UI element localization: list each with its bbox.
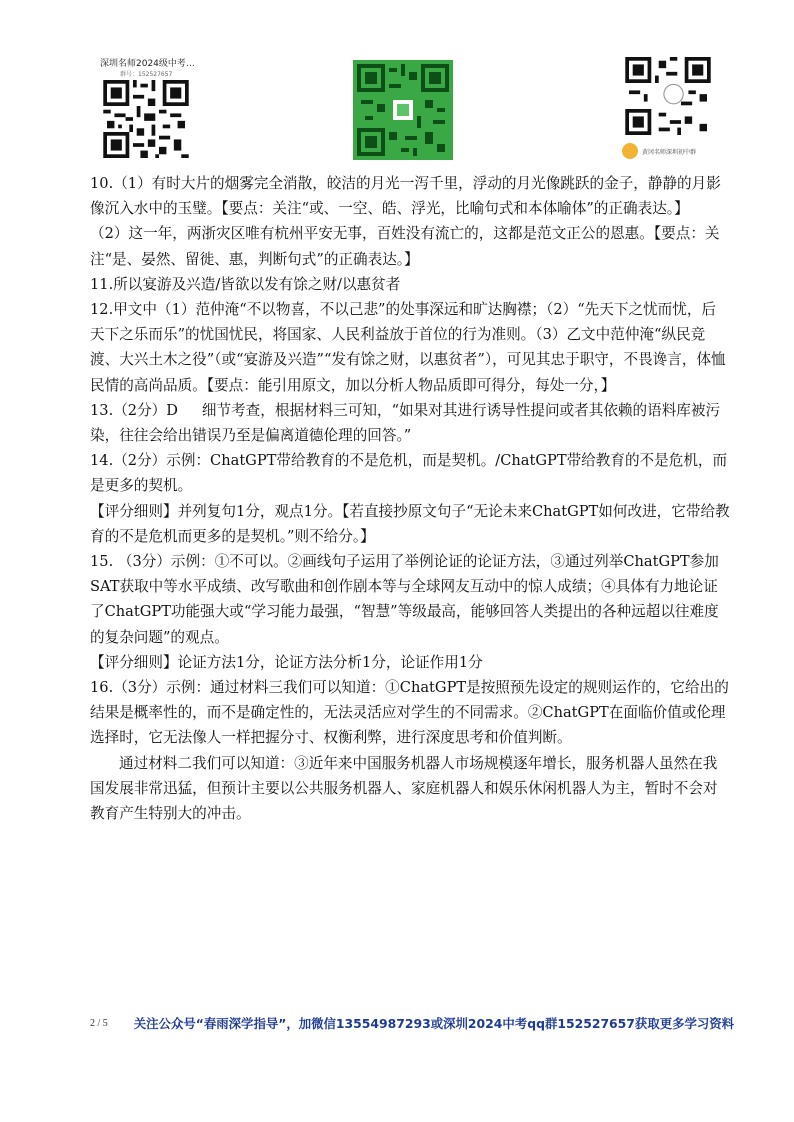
qr-middle-pattern-icon	[353, 60, 453, 160]
qr-code-middle	[353, 60, 453, 160]
qr-right-caption: 黄冈名师深圳初中群	[642, 148, 697, 156]
answer-12: 12.甲文中（1）范仲淹“不以物喜，不以己悲”的处事深远和旷达胸襟；（2）“先天下之忧而忧，后天下之乐而乐”的忧国忧民，将国家、人民利益放于首位的行为准则。（3）乙文中范仲淹“纵民竞渡、大兴土木之役”（或“宴游及兴造”“发有馀之财，以惠贫者”），可见其忠于职守，不畏谗言，体恤民情的高尚品质。【要点：能引用原文，加以分析人物品质即可得分，每处一分，】	[90, 301, 726, 394]
qr-code-left	[100, 56, 196, 160]
footer-note: 关注公众号“春雨深学指导”，加微信13554987293或深圳2024中考qq群152527657获取更多学习资料	[133, 1016, 735, 1031]
qr-left-pattern-icon	[100, 80, 192, 158]
answer-10-2: （2）这一年，两浙灾区唯有杭州平安无事，百姓没有流亡的，这都是范文正公的恩惠。【要点：关注“是、晏然、留徙、惠，判断句式”的正确表达。】	[90, 225, 720, 268]
scoring-rule-14: 【评分细则】并列复句1分，观点1分。【若直接抄原文句子“无论未来ChatGPT如何改进，它带给教育的不是危机而更多的是契机。”则不给分。】	[90, 502, 730, 545]
page-footer	[90, 1013, 740, 1035]
answer-15: 15. （3分）示例：①不可以。②画线句子运用了举例论证的论证方法，③通过列举ChatGPT参加SAT获取中等水平成绩、改写歌曲和创作剧本等与全球网友互动中的惊人成绩；④具体有力地论证了ChatGPT功能强大或“学习能力最强，“智慧”等级最高，能够回答人类提出的各种远超以往难度的复杂问题”的观点。	[90, 553, 719, 646]
answer-16-continued: 通过材料二我们可以知道：③近年来中国服务机器人市场规模逐年增长，服务机器人虽然在我国发展非常迅猛，但预计主要以公共服务机器人、家庭机器人和娱乐休闲机器人为主，暂时不会对教育产生特别大的冲击。	[90, 754, 718, 823]
qr-left-group: 群号：152527657	[120, 71, 173, 78]
answer-13: 13.（2分）D 细节考查，根据材料三可知，“如果对其进行诱导性提问或者其依赖的语料库被污染，往往会给出错误乃至是偏离道德伦理的回答。”	[90, 401, 721, 445]
page-number: 2 / 5	[90, 1018, 108, 1029]
answer-content	[90, 171, 730, 826]
answer-11: 11.所以宴游及兴造/皆欲以发有馀之财/以惠贫者	[90, 275, 401, 293]
answer-16: 16.（3分）示例：通过材料三我们可以知道：①ChatGPT是按照预先设定的规则运作的，它给出的结果是概率性的，而不是确定性的，无法灵活应对学生的不同需求。②ChatGPT在面临价值或伦理选择时，它无法像人一样把握分寸、权衡利弊，进行深度思考和价值判断。	[90, 679, 729, 747]
answer-14: 14.（2分）示例：ChatGPT带给教育的不是危机，而是契机。/ChatGPT带给教育的不是危机，而是更多的契机。	[90, 452, 728, 495]
brand-logo-icon	[622, 143, 638, 159]
qr-code-right	[622, 57, 718, 159]
answer-10-1: 10.（1）有时大片的烟雾完全消散，皎洁的月光一泻千里，浮动的月光像跳跃的金子，静静的月影像沉入水中的玉璧。【要点：关注“或、一空、皓、浮光，比喻句式和本体喻体”的正确表达。】	[90, 175, 721, 218]
qr-left-caption: 深圳名师2024级中考…	[100, 59, 195, 69]
scoring-rule-15: 【评分细则】论证方法1分，论证方法分析1分，论证作用1分	[90, 653, 483, 671]
qr-right-pattern-icon	[622, 57, 714, 135]
